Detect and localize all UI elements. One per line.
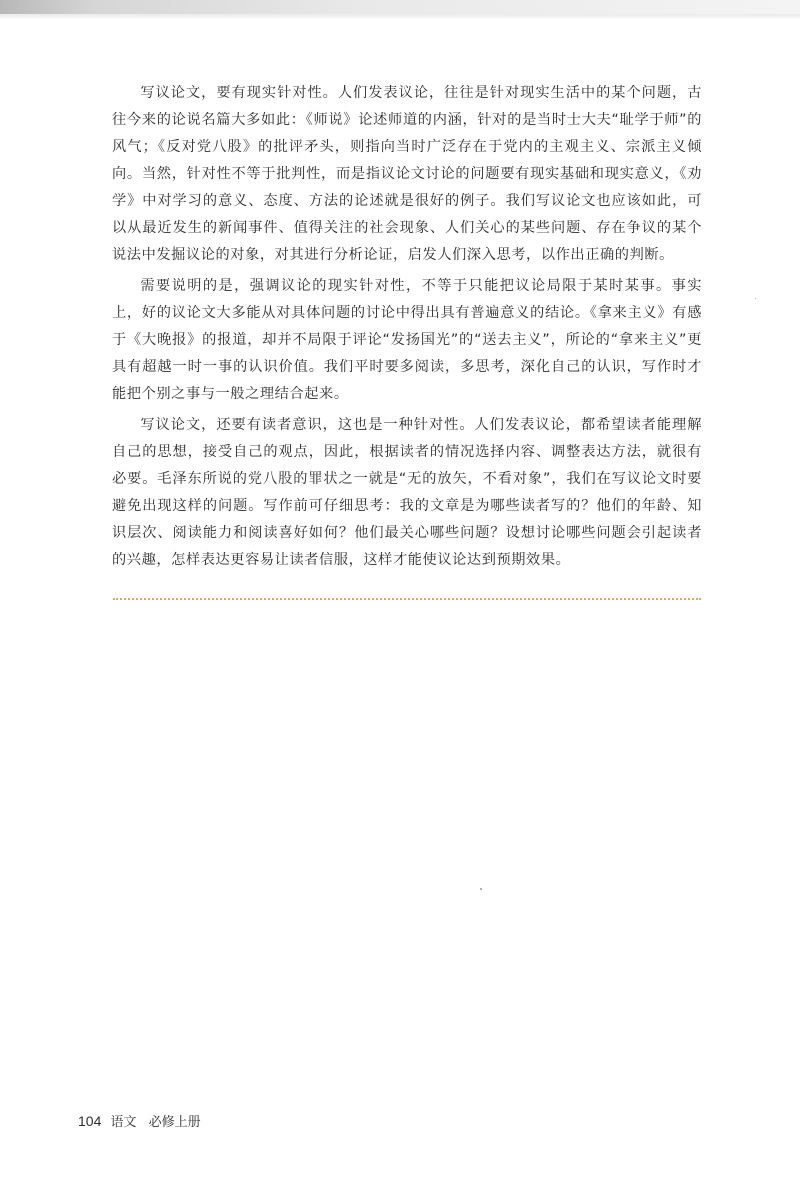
scan-speck: [755, 298, 756, 299]
book-volume: 必修上册: [148, 1115, 201, 1130]
page-footer: [78, 1111, 201, 1130]
top-header-band: [0, 0, 800, 14]
paragraph-2: 需要说明的是，强调议论的现实针对性，不等于只能把议论局限于某时某事。事实上，好的议论文大多能从对具体问题的讨论中得出具有普遍意义的结论。《拿来主义》有感于《大晚报》的报道，却并不局限于评论“发扬国光”的“送去主义”，所论的“拿来主义”更具有超越一时一事的认识价值。我们平时要多阅读，多思考，深化自己的认识，写作时才能把个别之事与一般之理结合起来。: [112, 278, 702, 402]
page-number: 104: [78, 1113, 102, 1129]
paragraph-3: 写议论文，还要有读者意识，这也是一种针对性。人们发表议论，都希望读者能理解自己的思想，接受自己的观点，因此，根据读者的情况选择内容、调整表达方法，就很有必要。毛泽东所说的党八股的罪状之一就是“无的放矢，不看对象”，我们在写议论文时要避免出现这样的问题。写作前可仔细思考：我的文章是为哪些读者写的？他们的年龄、知识层次、阅读能力和阅读喜好如何？他们最关心哪些问题？设想讨论哪些问题会引起读者的兴趣，怎样表达更容易让读者信服，这样才能使议论达到预期效果。: [112, 417, 702, 568]
scan-speck: [480, 888, 482, 890]
paragraph-1: 写议论文，要有现实针对性。人们发表议论，往往是针对现实生活中的某个问题，古往今来的论说名篇大多如此：《师说》论述师道的内涵，针对的是当时士大夫“耻学于师”的风气；《反对党八股》的批评矛头，则指向当时广泛存在于党内的主观主义、宗派主义倾向。当然，针对性不等于批判性，而是指议论文讨论的问题要有现实基础和现实意义，《劝学》中对学习的意义、态度、方法的论述就是很好的例子。我们写议论文也应该如此，可以从最近发生的新闻事件、值得关注的社会现象、人们关心的某些问题、存在争议的某个说法中发掘议论的对象，对其进行分析论证，启发人们深入思考，以作出正确的判断。: [112, 85, 702, 263]
section-divider: [113, 598, 701, 600]
top-header-shadow: [0, 14, 800, 20]
book-title: 语文: [110, 1115, 137, 1130]
main-text-body: [112, 80, 702, 578]
